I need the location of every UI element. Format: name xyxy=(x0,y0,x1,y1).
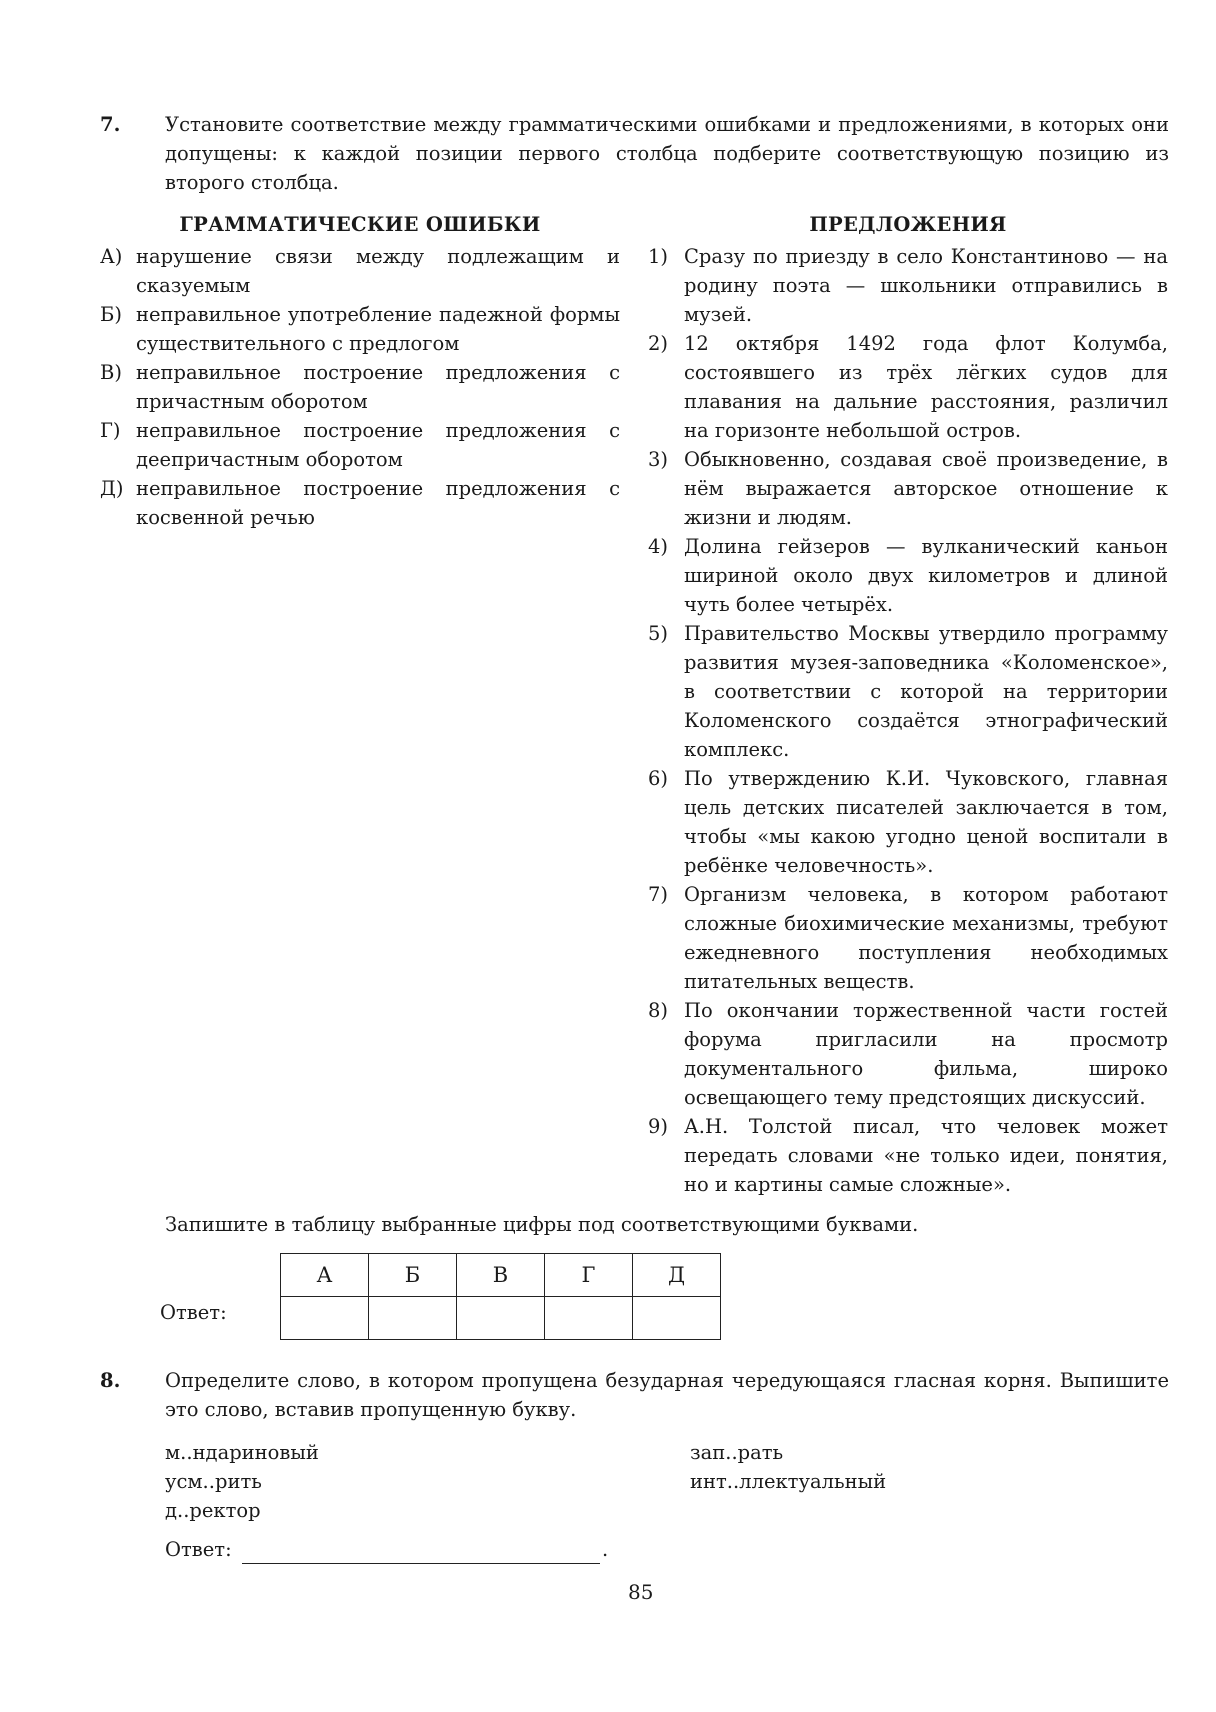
error-text: неправильное построение предложения с деепричастным оборотом xyxy=(136,419,620,471)
sentence-item-1 xyxy=(648,242,1168,329)
task-8-prompt: Определите слово, в котором пропущена безударная чередующаяся гласная корня. Выпишите это слово, вставив пропущенную букву. xyxy=(165,1369,1169,1421)
task-7-prompt: Установите соответствие между грамматическими ошибками и предложениями, в которых они допущены: к каждой позиции первого столбца подберите соответствующую позицию из второго столбца. xyxy=(165,113,1169,194)
answer-cell-a[interactable] xyxy=(281,1297,369,1340)
answer-table xyxy=(280,1253,721,1340)
error-item-v xyxy=(100,358,620,416)
task-7-number: 7. xyxy=(100,113,121,136)
answer-period: . xyxy=(602,1538,609,1561)
table-instruction: Запишите в таблицу выбранные цифры под соответствующими буквами. xyxy=(165,1213,919,1236)
error-text: нарушение связи между подлежащим и сказуемым xyxy=(136,245,620,297)
sentence-text: 12 октября 1492 года флот Колумба, состоявшего из трёх лёгких судов для плавания на дальние расстояния, различил на горизонте небольшой остров. xyxy=(684,332,1168,442)
word-option: усм..рить xyxy=(165,1470,262,1493)
sentence-item-7 xyxy=(648,880,1168,996)
answer-header-a: А xyxy=(281,1254,369,1297)
error-item-d xyxy=(100,474,620,532)
error-item-b xyxy=(100,300,620,358)
sentence-item-4 xyxy=(648,532,1168,619)
task-8-answer-field[interactable] xyxy=(242,1537,600,1564)
task-8-answer-label: Ответ: xyxy=(165,1538,232,1561)
errors-heading: ГРАММАТИЧЕСКИЕ ОШИБКИ xyxy=(179,213,541,236)
sentence-item-3 xyxy=(648,445,1168,532)
answer-cell-g[interactable] xyxy=(545,1297,633,1340)
error-label: Б) xyxy=(100,303,122,326)
error-text: неправильное построение предложения с причастным оборотом xyxy=(136,361,620,413)
answer-table-input-row xyxy=(281,1297,721,1340)
sentence-text: Долина гейзеров — вулканический каньон шириной около двух километров и длиной чуть более четырёх. xyxy=(684,535,1168,616)
error-item-a xyxy=(100,242,620,300)
error-text: неправильное построение предложения с косвенной речью xyxy=(136,477,620,529)
word-option: м..ндариновый xyxy=(165,1441,319,1464)
sentence-item-5 xyxy=(648,619,1168,764)
sentence-text: Организм человека, в котором работают сложные биохимические механизмы, требуют ежедневного поступления необходимых питательных веществ. xyxy=(684,883,1168,993)
word-option: зап..рать xyxy=(690,1441,784,1464)
sentence-text: По утверждению К.И. Чуковского, главная цель детских писателей заключается в том, чтобы «мы какою угодно ценой воспитали в ребёнке человечность». xyxy=(684,767,1168,877)
sentence-text: По окончании торжественной части гостей форума пригласили на просмотр документального фильма, широко освещающего тему предстоящих дискуссий. xyxy=(684,999,1168,1109)
sentence-text: Сразу по приезду в село Константиново — на родину поэта — школьники отправились в музей. xyxy=(684,245,1168,326)
answer-table-header-row xyxy=(281,1254,721,1297)
sentence-label: 4) xyxy=(648,535,669,558)
answer-cell-v[interactable] xyxy=(457,1297,545,1340)
sentence-label: 2) xyxy=(648,332,669,355)
sentence-item-8 xyxy=(648,996,1168,1112)
word-option: инт..ллектуальный xyxy=(690,1470,887,1493)
error-label: Г) xyxy=(100,419,121,442)
error-label: В) xyxy=(100,361,122,384)
error-item-g xyxy=(100,416,620,474)
sentence-item-2 xyxy=(648,329,1168,445)
answer-header-b: Б xyxy=(369,1254,457,1297)
answer-header-v: В xyxy=(457,1254,545,1297)
error-text: неправильное употребление падежной формы существительного с предлогом xyxy=(136,303,620,355)
sentence-label: 3) xyxy=(648,448,669,471)
error-label: Д) xyxy=(100,477,124,500)
word-option: д..ректор xyxy=(165,1499,261,1522)
sentence-item-9 xyxy=(648,1112,1168,1199)
sentence-text: Обыкновенно, создавая своё произведение, в нём выражается авторское отношение к жизни и людям. xyxy=(684,448,1168,529)
sentence-text: Правительство Москвы утвердило программу развития музея-заповедника «Коломенское», в соответствии с которой на территории Коломенского создаётся этнографический комплекс. xyxy=(684,622,1168,761)
sentence-label: 6) xyxy=(648,767,669,790)
task-8-number: 8. xyxy=(100,1369,121,1392)
sentences-heading: ПРЕДЛОЖЕНИЯ xyxy=(809,213,1007,236)
page-number: 85 xyxy=(628,1580,654,1604)
answer-cell-d[interactable] xyxy=(633,1297,721,1340)
sentence-label: 7) xyxy=(648,883,669,906)
sentence-label: 5) xyxy=(648,622,669,645)
word-list-right xyxy=(690,1438,886,1496)
error-label: А) xyxy=(100,245,123,268)
sentence-item-6 xyxy=(648,764,1168,880)
sentence-label: 8) xyxy=(648,999,669,1022)
sentence-text: А.Н. Толстой писал, что человек может передать словами «не только идеи, понятия, но и картины самые сложные». xyxy=(684,1115,1168,1196)
task-7-answer-label: Ответ: xyxy=(160,1301,227,1324)
sentence-label: 9) xyxy=(648,1115,669,1138)
sentence-label: 1) xyxy=(648,245,669,268)
word-list-left xyxy=(165,1438,319,1525)
answer-header-d: Д xyxy=(633,1254,721,1297)
answer-cell-b[interactable] xyxy=(369,1297,457,1340)
answer-header-g: Г xyxy=(545,1254,633,1297)
